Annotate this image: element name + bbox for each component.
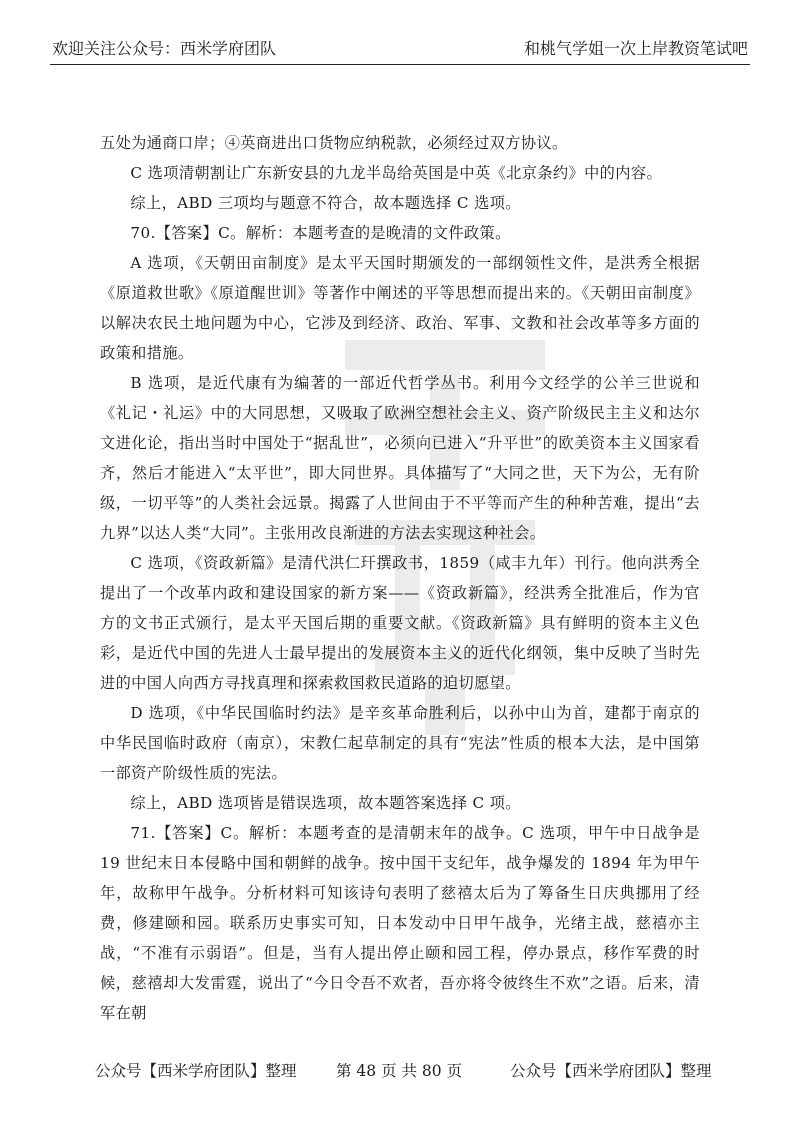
paragraph: C 选项，《资政新篇》是清代洪仁玕撰政书，1859（咸丰九年）刊行。他向洪秀全提出了一个改革内政和建设国家的新方案——《资政新篇》，经洪秀全批准后，作为官方的文书正式颁行，是太平天国后期的重要文献。《资政新篇》具有鲜明的资本主义色彩，是近代中国的先进人士最早提出的发展资本主义的近代化纲领，集中反映了当时先进的中国人向西方寻找真理和探索救国救民道路的迫切愿望。 <box>100 554 700 692</box>
paragraph: 综上，ABD 三项均与题意不符合，故本题选择 C 选项。 <box>130 194 521 212</box>
paragraph: A 选项，《天朝田亩制度》是太平天国时期颁发的一部纲领性文件，是洪秀全根据《原道救世歌》《原道醒世训》等著作中阐述的平等思想而提出来的。《天朝田亩制度》以解决农民土地问题为中心，它涉及到经济、政治、军事、文教和社会改革等多方面的政策和措施。 <box>100 254 700 362</box>
paragraph: 综上，ABD 选项皆是错误选项，故本题答案选择 C 项。 <box>130 794 521 812</box>
paragraph: B 选项，是近代康有为编著的一部近代哲学丛书。利用今文经学的公羊三世说和《礼记・礼运》中的大同思想，又吸取了欧洲空想社会主义、资产阶级民主主义和达尔文进化论，指出当时中国处于“据乱世”，必须向已进入“升平世”的欧美资本主义国家看齐，然后才能进入“太平世”，即大同世界。具体描写了“大同之世，天下为公，无有阶级，一切平等”的人类社会远景。揭露了人世间由于不平等而产生的种种苦难，提出“去九界”以达人类“大同”。主张用改良渐进的方法去实现这种社会。 <box>100 374 700 542</box>
page-header <box>50 34 750 65</box>
paragraph: 71.【答案】C。解析：本题考查的是清朝末年的战争。C 选项，甲午中日战争是 19 世纪末日本侵略中国和朝鲜的战争。按中国干支纪年，战争爆发的 1894 年为甲午年，故称甲午战争。分析材料可知该诗句表明了慈禧太后为了筹备生日庆典挪用了经费，修建颐和园。联系历史事实可知，日本发动中日甲午战争，光绪主战，慈禧亦主战，“不准有示弱语”。但是，当有人提出停止颐和园工程，停办景点，移作军费的时候，慈禧却大发雷霆，说出了“今日令吾不欢者，吾亦将令彼终生不欢”之语。后来，清军在朝 <box>100 824 700 1022</box>
paragraph: C 选项清朝割让广东新安县的九龙半岛给英国是中英《北京条约》中的内容。 <box>130 164 663 182</box>
header-left-text: 欢迎关注公众号：西米学府团队 <box>52 39 277 58</box>
page-number: 第 48 页 共 80 页 <box>336 1062 463 1080</box>
footer-right-text: 公众号【西米学府团队】整理 <box>510 1062 712 1080</box>
document-body <box>100 128 700 1028</box>
header-right-text: 和桃气学姐一次上岸教资笔试吧 <box>523 39 748 58</box>
paragraph: D 选项，《中华民国临时约法》是辛亥革命胜利后，以孙中山为首，建都于南京的中华民国临时政府（南京），宋教仁起草制定的具有“宪法”性质的根本大法，是中国第一部资产阶级性质的宪法。 <box>100 704 700 782</box>
footer-left-text: 公众号【西米学府团队】整理 <box>95 1062 297 1080</box>
paragraph: 70.【答案】C。解析：本题考查的是晚清的文件政策。 <box>130 224 511 242</box>
paragraph: 五处为通商口岸；④英商进出口货物应纳税款，必须经过双方协议。 <box>100 134 568 152</box>
